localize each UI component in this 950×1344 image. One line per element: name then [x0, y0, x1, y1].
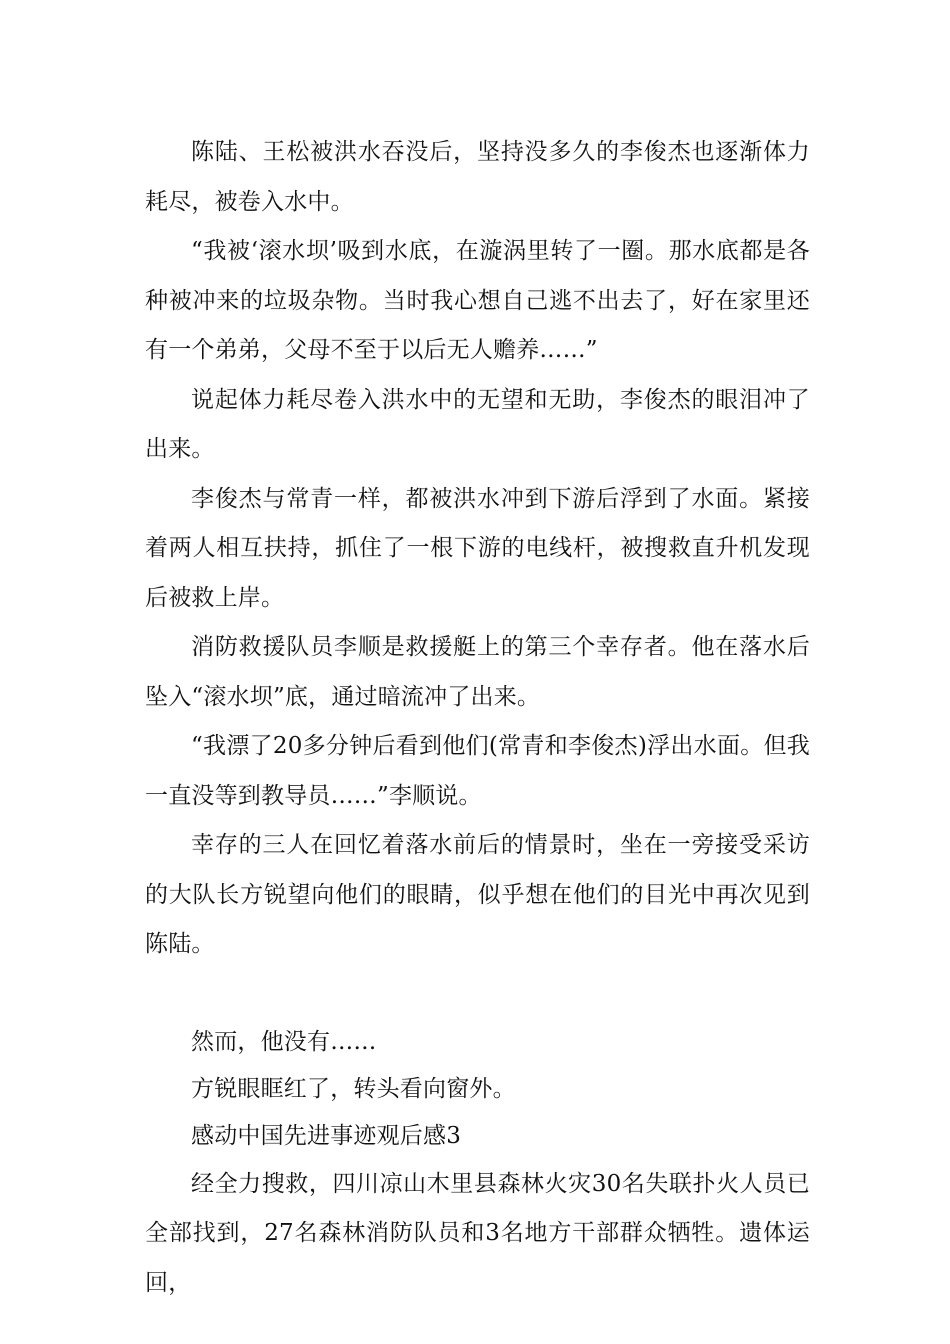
paragraph-10: 经全力搜救，四川凉山木里县森林火灾30名失联扑火人员已全部找到，27名森林消防队员和3名地方干部群众牺牲。遗体运回，: [145, 1170, 810, 1296]
paragraph-8: 然而，他没有……: [191, 1028, 377, 1055]
paragraph-4: 李俊杰与常青一样，都被洪水冲到下游后浮到了水面。紧接着两人相互扶持，抓住了一根下游的电线杆，被搜救直升机发现后被救上岸。: [145, 485, 810, 611]
document-page: [145, 128, 810, 1308]
paragraph-1: 陈陆、王松被洪水吞没后，坚持没多久的李俊杰也逐渐体力耗尽，被卷入水中。: [145, 139, 810, 215]
paragraph-5: 消防救援队员李顺是救援艇上的第三个幸存者。他在落水后坠入“滚水坝”底，通过暗流冲了出来。: [145, 634, 810, 710]
paragraph-2: “我被‘滚水坝’吸到水底，在漩涡里转了一圈。那水底都是各种被冲来的垃圾杂物。当时我心想自己逃不出去了，好在家里还有一个弟弟，父母不至于以后无人赡养……”: [145, 238, 810, 363]
paragraph-7: 幸存的三人在回忆着落水前后的情景时，坐在一旁接受采访的大队长方锐望向他们的眼睛，似乎想在他们的目光中再次见到陈陆。: [145, 832, 810, 957]
paragraph-9: 方锐眼眶红了，转头看向窗外。: [191, 1075, 516, 1102]
paragraph-3: 说起体力耗尽卷入洪水中的无望和无助，李俊杰的眼泪冲了出来。: [145, 386, 810, 462]
section-heading: 感动中国先进事迹观后感3: [191, 1122, 462, 1149]
paragraph-6: “我漂了20多分钟后看到他们(常青和李俊杰)浮出水面。但我一直没等到教导员……”李顺说。: [145, 733, 810, 809]
